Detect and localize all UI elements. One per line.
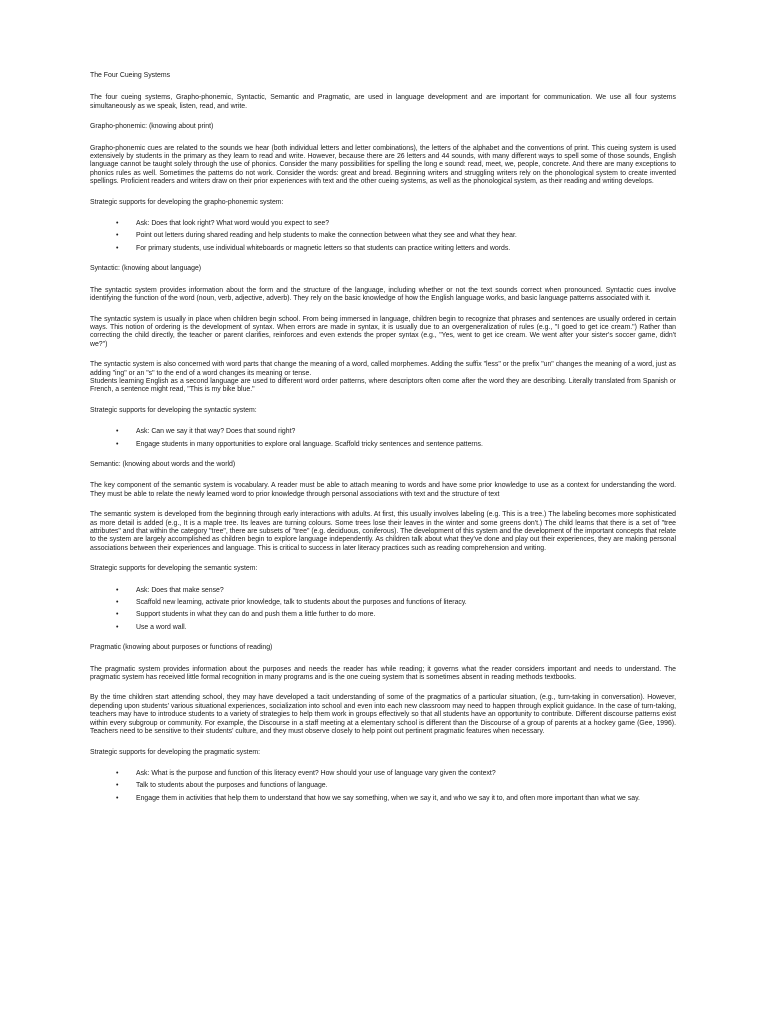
- pragmatic-heading: Pragmatic (knowing about purposes or functions of reading): [90, 644, 273, 652]
- bullet-icon: •: [116, 611, 119, 619]
- semantic-heading: Semantic: (knowing about words and the world): [90, 460, 236, 468]
- semantic-strategies-heading: Strategic supports for developing the semantic system:: [90, 565, 258, 573]
- pragmatic-bullet-list: [90, 770, 676, 803]
- list-item: • Ask: What is the purpose and function of this literacy event? How should your use of language vary given the context?: [116, 769, 496, 777]
- bullet-icon: •: [116, 244, 119, 252]
- syntactic-strategies-heading: Strategic supports for developing the syntactic system:: [90, 406, 257, 414]
- graphophonemic-strategies-heading: Strategic supports for developing the grapho-phonemic system:: [90, 198, 284, 206]
- pragmatic-paragraph-2: By the time children start attending school, they may have developed a tacit understanding of some of the pragmatics of a particular situation, (e.g., turn-taking in conversation). However, depending upon students' various situational experiences, socialization into school and even into each new classroom may need to happen through explicit guidance. In the case of turn-taking, teachers may have to introduce students to a variety of strategies to help them work in groups effectively so that all students have an opportunity to contribute. Different discourse patterns exist within every subgroup or community. For example, the Discourse in a staff meeting at a elementary school is different than the Discourse of a group of parents at a hockey game (Gee, 1996). Teachers need to be sensitive to their students' culture, and they must observe closely to help point out pertinent pragmatic features when necessary.: [90, 694, 676, 736]
- semantic-paragraph-1: The key component of the semantic system is vocabulary. A reader must be able to attach meaning to words and have some prior knowledge to use as a context for understanding the word. They must be able to relate the newly learned word to prior knowledge through personal associations with text and the structure of text: [90, 482, 676, 498]
- bullet-icon: •: [116, 428, 119, 436]
- pragmatic-paragraph-1: The pragmatic system provides information about the purposes and needs the reader has while reading; it governs what the reader considers important and needs to understand. The pragmatic system has received little formal recognition in many programs and is the one cueing system that is sometimes absent in reading methods textbooks.: [90, 665, 676, 682]
- bullet-icon: •: [116, 599, 119, 607]
- bullet-icon: •: [116, 782, 119, 790]
- list-item: • Ask: Does that look right? What word would you expect to see?: [116, 220, 330, 228]
- bullet-icon: •: [116, 794, 119, 802]
- document-title: The Four Cueing Systems: [90, 72, 171, 79]
- bullet-icon: •: [116, 623, 119, 631]
- document-page: [90, 72, 676, 815]
- intro-paragraph: The four cueing systems, Grapho-phonemic, Syntactic, Semantic and Pragmatic, are used in language development and are important for communication. We use all four systems simultaneously as we speak, listen, read, and write.: [90, 94, 676, 110]
- bullet-icon: •: [116, 769, 119, 777]
- syntactic-heading: Syntactic: (knowing about language): [90, 265, 202, 273]
- syntactic-paragraph-2: The syntactic system is usually in place when children begin school. From being immersed in language, children begin to recognize that phrases and sentences are usually ordered in certain ways. This notion of ordering is the development of syntax. When errors are made in syntax, it is usually due to an overgeneralization of rules (e.g., "I goed to get ice cream.") Rather than correcting the child directly, the teacher or parent clarifies, reinforces and even extends the proper syntax (e.g., "Yes, went to get ice cream. We went after your sister's soccer game, didn't we?"): [90, 315, 676, 348]
- syntactic-paragraph-3b: Students learning English as a second language are used to different word order patterns, where descriptors often come after the word they are describing. Literally translated from Spanish or French, a sentence might read, "This is my bike blue.": [90, 377, 676, 394]
- list-item: • Point out letters during shared reading and help students to make the connection between what they see and what they hear.: [116, 232, 517, 240]
- list-item: • Ask: Can we say it that way? Does that sound right?: [116, 428, 296, 436]
- list-item: • Ask: Does that make sense?: [116, 586, 224, 594]
- list-item: • Engage students in many opportunities to explore oral language. Scaffold tricky sentences and sentence patterns.: [116, 440, 483, 448]
- list-item: • For primary students, use individual whiteboards or magnetic letters so that students can practice writing letters and words.: [116, 244, 511, 252]
- syntactic-paragraph-1: The syntactic system provides information about the form and the structure of the language, including whether or not the text sounds correct when pronounced. Syntactic cues involve identifying the function of the word (noun, verb, adjective, adverb). They rely on the basic knowledge of how the English language works, and basic language patterns associated with it.: [90, 286, 676, 303]
- list-item: • Talk to students about the purposes and functions of language.: [116, 782, 328, 790]
- pragmatic-strategies-heading: Strategic supports for developing the pragmatic system:: [90, 748, 261, 756]
- semantic-paragraph-2: The semantic system is developed from the beginning through early interactions with adults. At first, this usually involves labeling (e.g. This is a tree.) The labeling becomes more sophisticated as more detail is added (e.g., It is a maple tree. Its leaves are turning colours. Some trees lose their leaves in the winter and some greens don't.) The child learns that there is a set of "tree attributes" and that within the category "tree", there are subsets of "tree" (e.g. deciduous, coniferous). The development of this system and the development of the important concepts that relate to the system are largely accomplished as children begin to explore language independently. As children talk about what they've done and play out their experiences, they are making personal associations between their experiences and language. This is critical to success in later literacy practices such as reading comprehension and writing.: [90, 511, 676, 552]
- bullet-icon: •: [116, 440, 119, 448]
- semantic-bullet-list: [90, 587, 676, 633]
- syntactic-bullet-list: [90, 428, 676, 449]
- bullet-icon: •: [116, 586, 119, 594]
- bullet-icon: •: [116, 220, 119, 228]
- list-item: • Use a word wall.: [116, 623, 187, 631]
- graphophonemic-heading: Grapho-phonemic: (knowing about print): [90, 123, 214, 131]
- bullet-icon: •: [116, 232, 119, 240]
- list-item: • Engage them in activities that help them to understand that how we say something, when we say it, and who we say it to, and often more important than what we say.: [116, 794, 640, 802]
- list-item: • Support students in what they can do and push them a little further to do more.: [116, 611, 376, 619]
- list-item: • Scaffold new learning, activate prior knowledge, talk to students about the purposes and functions of literacy.: [116, 599, 467, 607]
- syntactic-paragraph-3a: The syntactic system is also concerned with word parts that change the meaning of a word, called morphemes. Adding the suffix "less" or the prefix "un" changes the meaning of a word, just as adding "ing" or an "s" to the end of a word changes its meaning or tense.: [90, 361, 676, 377]
- graphophonemic-bullet-list: [90, 220, 676, 253]
- graphophonemic-paragraph: Grapho-phonemic cues are related to the sounds we hear (both individual letters and letter combinations), the letters of the alphabet and the conventions of print. This cueing system is used extensively by students in the primary as they learn to read and write. However, because there are 26 letters and 44 sounds, with many different ways to spell some of those sounds, English language cannot be taught solely through the use of phonics. Consider the many possibilities for spelling the long e sound: read, meet, we, people, concrete. And there are many exceptions to phonics rules as well. Sometimes the patterns do not work. Consider the words: great and bread. Beginning writers and struggling writers rely on the phonological system to create invented spellings. Proficient readers and writers draw on their prior experiences with text and the other cueing systems, as well as the phonological system, as their reading and writing develops.: [90, 144, 676, 186]
